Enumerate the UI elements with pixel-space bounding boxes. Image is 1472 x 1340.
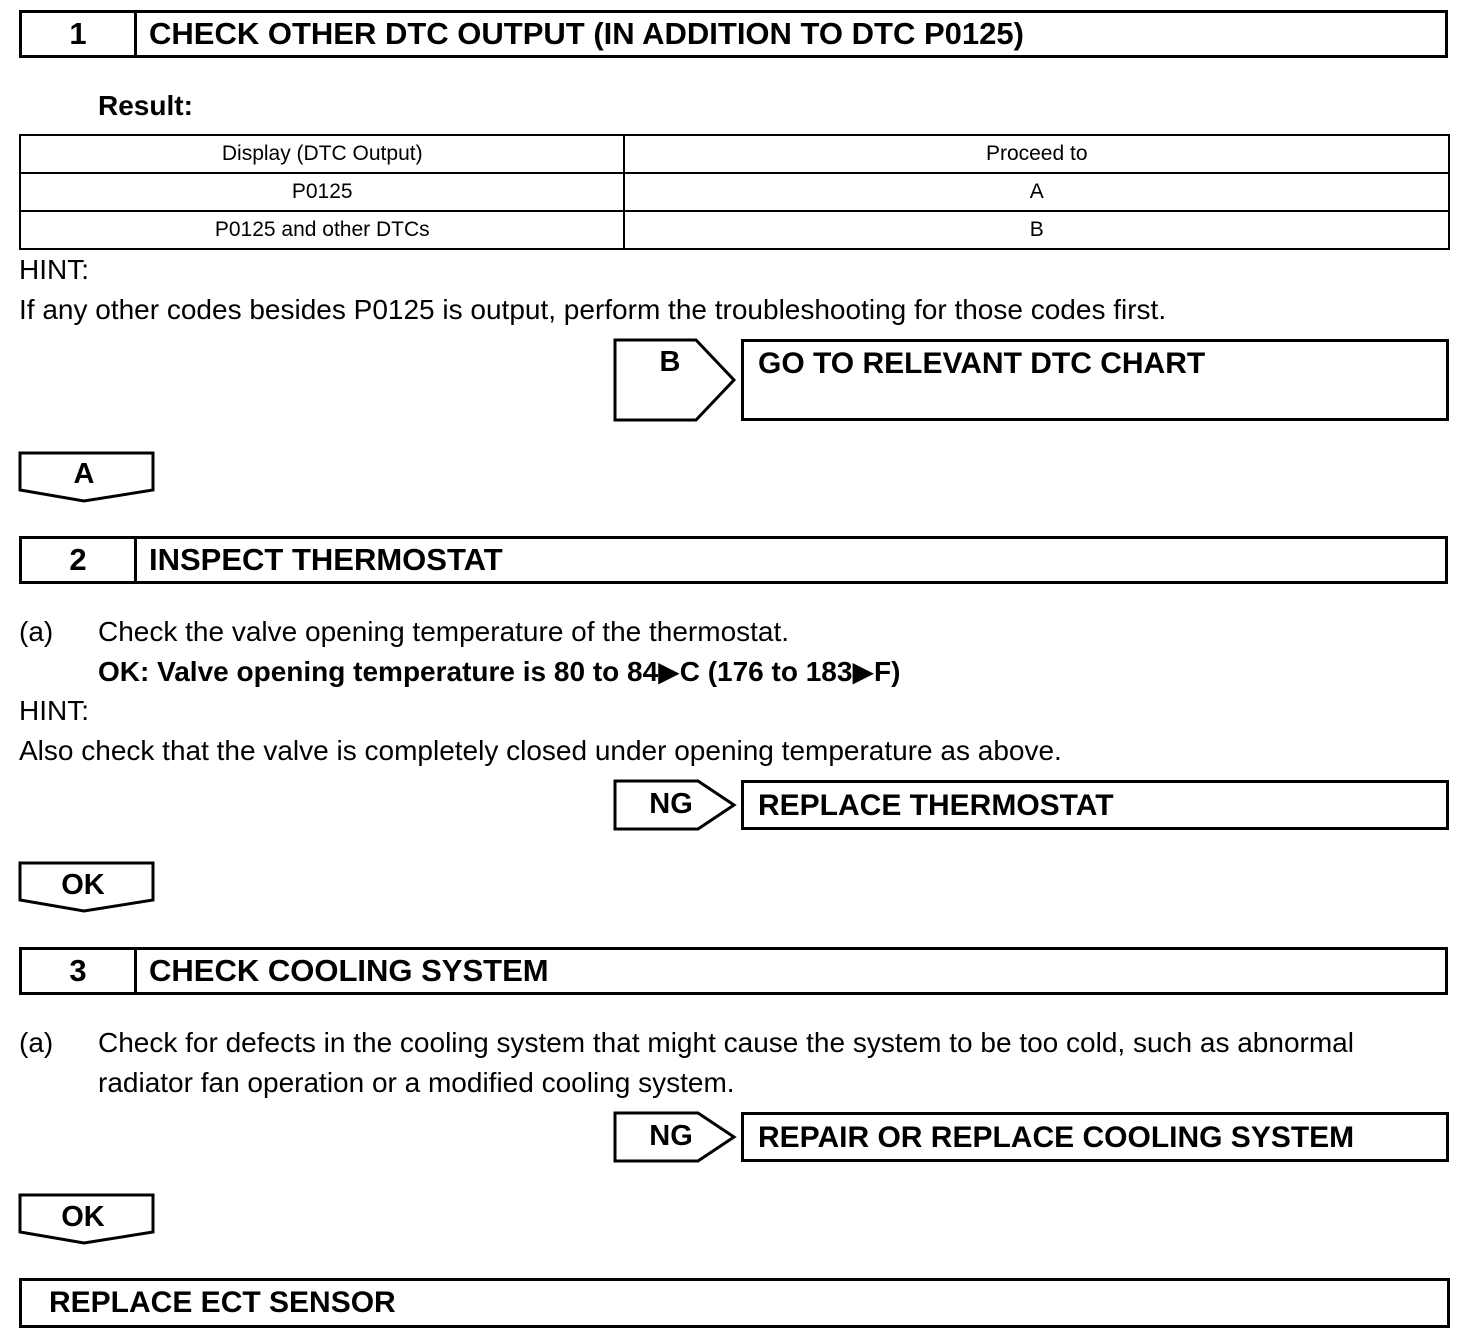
branch-result: GO TO RELEVANT DTC CHART	[741, 339, 1449, 421]
branch-result: REPLACE THERMOSTAT	[741, 780, 1449, 830]
step-title: CHECK COOLING SYSTEM	[149, 953, 549, 988]
hint-label: HINT:	[19, 695, 89, 726]
table-cell: A	[624, 173, 1449, 211]
step-number: 3	[22, 950, 137, 992]
table-cell: P0125 and other DTCs	[20, 211, 624, 249]
hint-text: If any other codes besides P0125 is output, perform the troubleshooting for those codes first.	[19, 294, 1167, 325]
step-title: INSPECT THERMOSTAT	[149, 542, 503, 577]
hint-text: Also check that the valve is completely closed under opening temperature as above.	[19, 735, 1062, 766]
step-2-header	[19, 536, 1448, 584]
table-header: Display (DTC Output)	[20, 135, 624, 173]
step-number: 2	[22, 539, 137, 581]
item-label: (a)	[19, 1027, 54, 1058]
branch-result: REPAIR OR REPLACE COOLING SYSTEM	[741, 1112, 1449, 1162]
item-text: Check the valve opening temperature of the thermostat.	[98, 616, 790, 647]
result-label: Result:	[98, 90, 193, 121]
final-action: REPLACE ECT SENSOR	[19, 1278, 1450, 1328]
item-label: (a)	[19, 616, 54, 647]
continue-tag: A	[73, 458, 95, 490]
branch-tag: B	[659, 346, 681, 378]
ok-spec: OK: Valve opening temperature is 80 to 84▶C (176 to 183▶F)	[98, 656, 901, 687]
table-cell: B	[624, 211, 1449, 249]
table-cell: P0125	[20, 173, 624, 211]
step-3-header	[19, 947, 1448, 995]
continue-tag: OK	[61, 869, 105, 901]
branch-tag: NG	[649, 788, 693, 820]
branch-tag: NG	[649, 1120, 693, 1152]
item-text: Check for defects in the cooling system that might cause the system to be too cold, such as abnormal	[98, 1027, 1354, 1058]
step-title: CHECK OTHER DTC OUTPUT (IN ADDITION TO DTC P0125)	[149, 16, 1024, 51]
item-text: radiator fan operation or a modified cooling system.	[98, 1067, 735, 1098]
continue-tag: OK	[61, 1201, 105, 1233]
step-number: 1	[22, 13, 137, 55]
hint-label: HINT:	[19, 254, 89, 285]
table-header: Proceed to	[624, 135, 1449, 173]
